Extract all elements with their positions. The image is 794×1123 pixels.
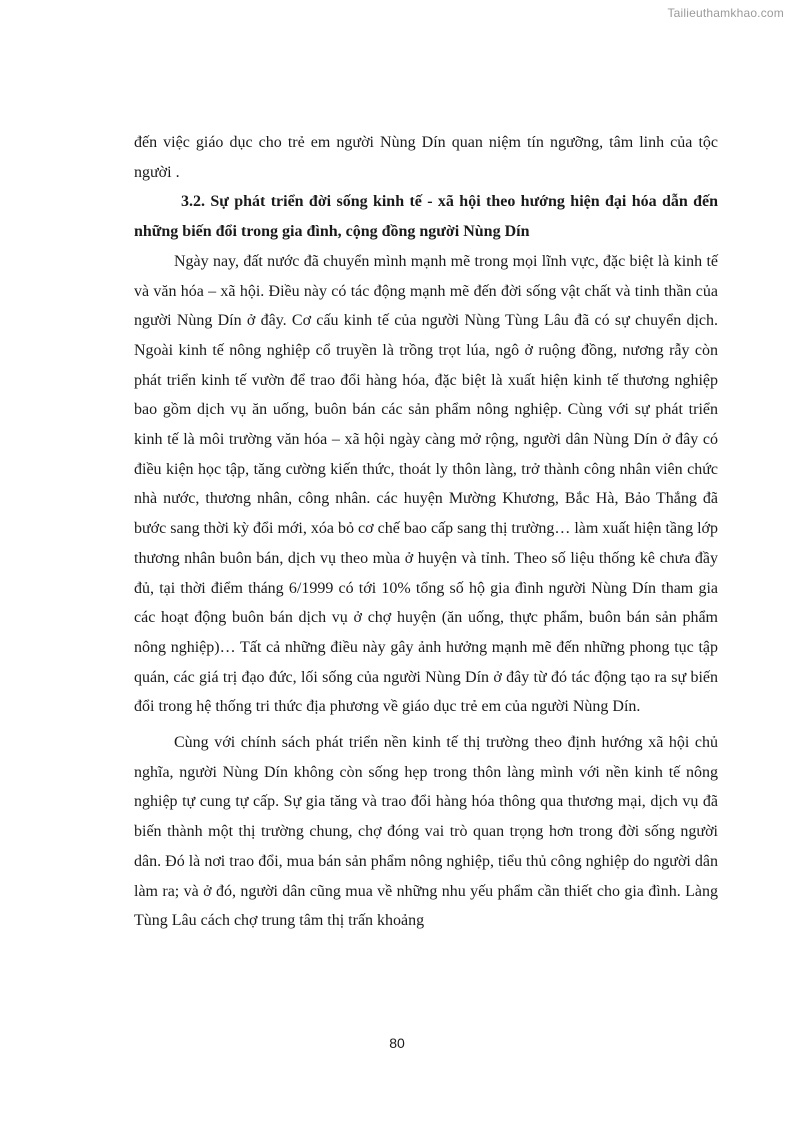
watermark: Tailieuthamkhao.com xyxy=(667,6,784,20)
document-body xyxy=(134,128,718,936)
paragraph-intro: đến việc giáo dục cho trẻ em người Nùng Dín quan niệm tín ngưỡng, tâm linh của tộc người . xyxy=(134,134,718,181)
page-number: 80 xyxy=(389,1035,405,1051)
paragraph-2: Cùng với chính sách phát triển nền kinh tế thị trường theo định hướng xã hội chủ nghĩa, người Nùng Dín không còn sống hẹp trong thôn làng mình với nền kinh tế nông nghiệp tự cung tự cấp. Sự gia tăng và trao đổi hàng hóa thông qua thương mại, dịch vụ đã biến thành một thị trường chung, chợ đóng vai trò quan trọng hơn trong đời sống người dân. Đó là nơi trao đổi, mua bán sản phẩm nông nghiệp, tiểu thủ công nghiệp do người dân làm ra; và ở đó, người dân cũng mua về những nhu yếu phẩm cần thiết cho gia đình. Làng Tùng Lâu cách chợ trung tâm thị trấn khoảng xyxy=(134,734,718,930)
section-heading: 3.2. Sự phát triển đời sống kinh tế - xã hội theo hướng hiện đại hóa dẫn đến những biến đổi trong gia đình, cộng đồng người Nùng Dín xyxy=(134,193,718,241)
paragraph-1: Ngày nay, đất nước đã chuyển mình mạnh mẽ trong mọi lĩnh vực, đặc biệt là kinh tế và văn hóa – xã hội. Điều này có tác động mạnh mẽ đến đời sống vật chất và tinh thần của người Nùng Dín ở đây. Cơ cấu kinh tế của người Nùng Tùng Lâu đã có sự chuyển dịch. Ngoài kinh tế nông nghiệp cổ truyền là trồng trọt lúa, ngô ở ruộng đồng, nương rẫy còn phát triển kinh tế vườn để trao đổi hàng hóa, đặc biệt là xuất hiện kinh tế thương nghiệp bao gồm dịch vụ ăn uống, buôn bán các sản phẩm nông nghiệp. Cùng với sự phát triển kinh tế là môi trường văn hóa – xã hội ngày càng mở rộng, người dân Nùng Dín ở đây có điều kiện học tập, tăng cường kiến thức, thoát ly thôn làng, trở thành công nhân viên chức nhà nước, thương nhân, công nhân. các huyện Mường Khương, Bắc Hà, Bảo Thắng đã bước sang thời kỳ đổi mới, xóa bỏ cơ chế bao cấp sang thị trường… làm xuất hiện tầng lớp thương nhân buôn bán, dịch vụ theo mùa ở huyện và tỉnh. Theo số liệu thống kê chưa đầy đủ, tại thời điểm tháng 6/1999 có tới 10% tổng số hộ gia đình người Nùng Dín tham gia các hoạt động buôn bán dịch vụ ở chợ huyện (ăn uống, thực phẩm, buôn bán sản phẩm nông nghiệp)… Tất cả những điều này gây ảnh hưởng mạnh mẽ đến những phong tục tập quán, các giá trị đạo đức, lối sống của người Nùng Dín ở đây từ đó tác động tạo ra sự biến đổi trong hệ thống tri thức địa phương về giáo dục trẻ em của người Nùng Dín. xyxy=(134,252,718,716)
